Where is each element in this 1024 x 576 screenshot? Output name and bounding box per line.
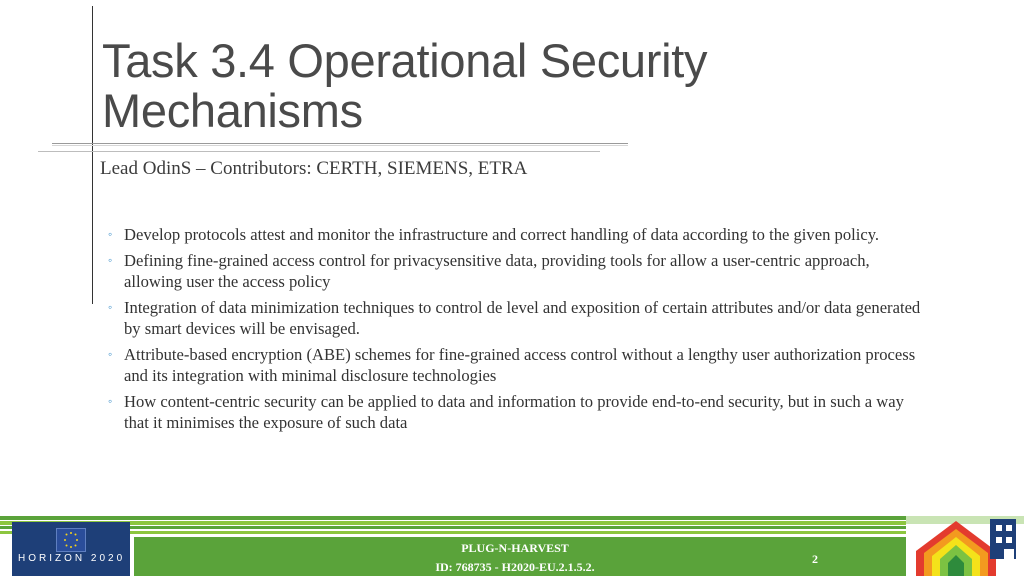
page-number: 2 <box>812 552 818 566</box>
bullet-text: Defining fine-grained access control for privacysensitive data, providing tools for allow a user-centric approach, allowing user the access policy <box>124 250 870 291</box>
bullet-item <box>108 391 928 434</box>
bullet-item <box>108 344 928 387</box>
bullet-item <box>108 297 928 340</box>
footer-project-name: PLUG-N-HARVEST <box>461 541 569 555</box>
eu-flag-icon <box>56 528 86 552</box>
vertical-rule <box>92 6 93 304</box>
bullet-text: How content-centric security can be applied to data and information to provide end-to-end security, but in such a way that it minimises the exposure of such data <box>124 391 904 432</box>
bullet-marker: ◦ <box>108 299 113 314</box>
bullet-list <box>108 224 928 438</box>
title-underline <box>52 143 628 144</box>
slide-title: Task 3.4 Operational Security Mechanisms <box>102 34 708 137</box>
bullet-text: Develop protocols attest and monitor the infrastructure and correct handling of data according to the given policy. <box>124 225 880 244</box>
bullet-item <box>108 224 928 246</box>
horizon-logo-text: HORIZON 2020 <box>18 553 126 564</box>
bullet-marker: ◦ <box>108 393 113 408</box>
title-underline-secondary <box>38 151 600 152</box>
bullet-marker: ◦ <box>108 227 113 241</box>
bullet-text: Attribute-based encryption (ABE) schemes for fine-grained access control without a lengthy user authorization process and its integration with minimal disclosure technologies <box>124 344 916 385</box>
plug-n-harvest-house-logo <box>912 513 1024 576</box>
bullet-text: Integration of data minimization techniques to control de level and exposition of certain attributes and/or data generated by smart devices will be envisaged. <box>124 297 921 338</box>
title-underline-shadow <box>52 145 628 146</box>
bullet-marker: ◦ <box>108 346 113 361</box>
slide-subtitle: Lead OdinS – Contributors: CERTH, SIEMENS, ETRA <box>100 158 528 179</box>
footer-project-id: ID: 768735 - H2020-EU.2.1.5.2. <box>435 560 595 574</box>
bullet-item <box>108 250 928 293</box>
bullet-marker: ◦ <box>108 252 113 267</box>
